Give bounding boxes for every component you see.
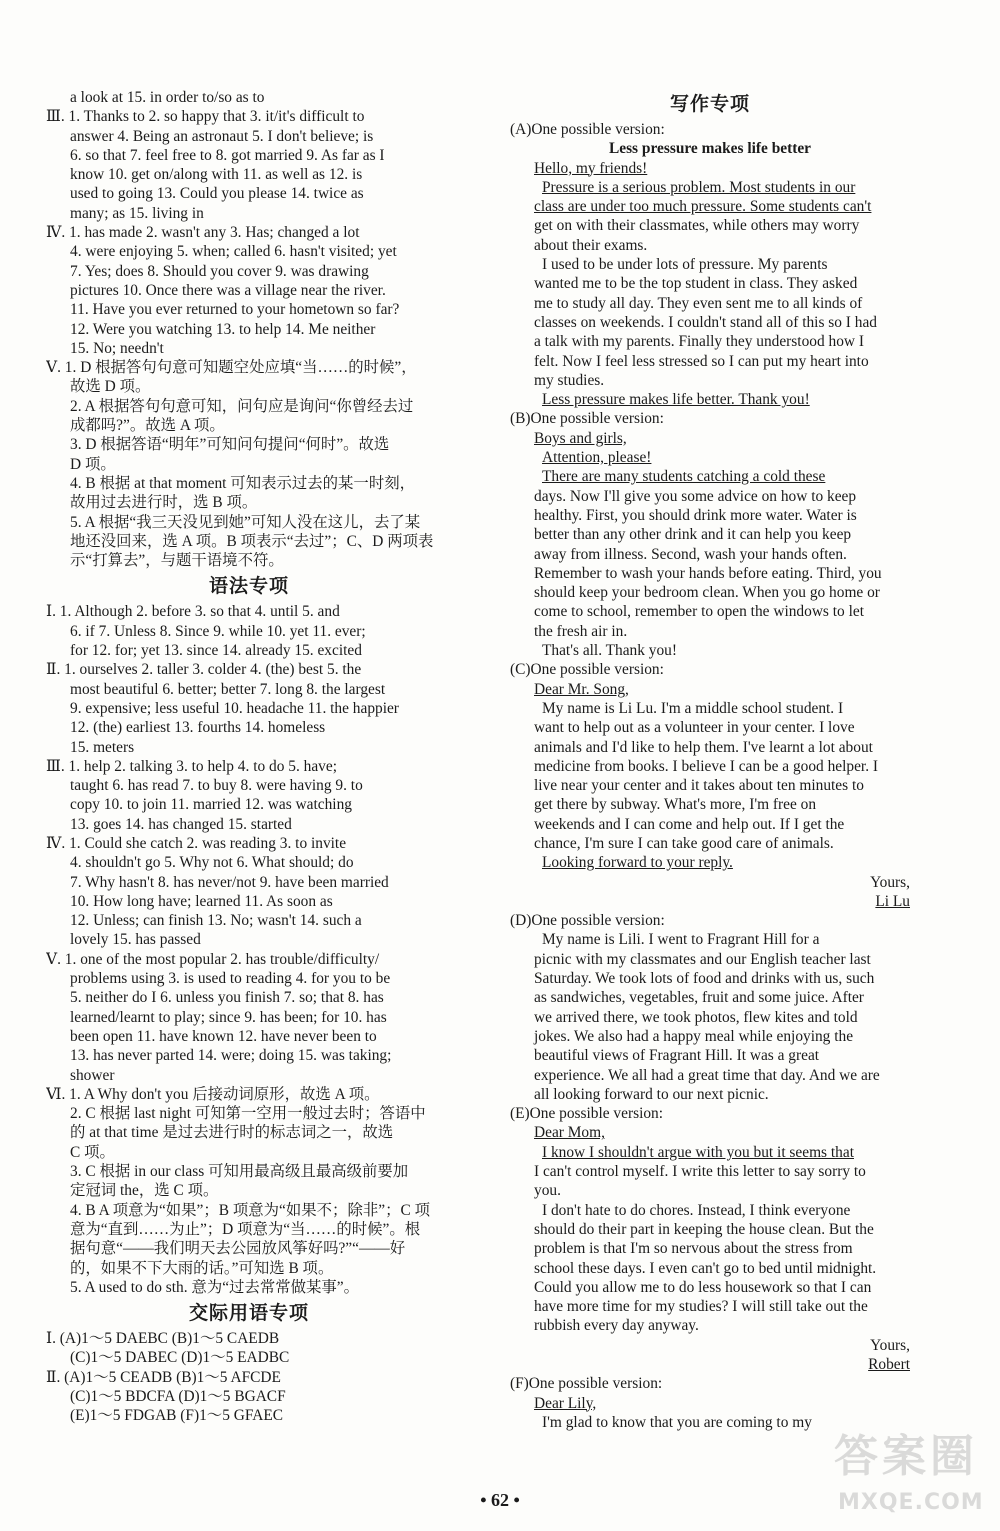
answer-line: 7. Why hasn't 8. has never/not 9. have been married (70, 873, 389, 891)
answer-line: 据句意“——我们明天去公园放风筝好吗?”“——好 (70, 1240, 406, 1258)
answer-line: lovely 15. has passed (70, 931, 201, 949)
watermark-url: MXQE.COM (838, 1490, 984, 1515)
essay-line: (F)One possible version: (510, 1375, 663, 1393)
essay-line: I can't control myself. I write this letter to say sorry to (534, 1163, 866, 1181)
answer-line: know 10. get on/along with 11. as well as 12. is (70, 166, 363, 184)
essay-line: want to help out as a volunteer in your center. I love (534, 719, 855, 737)
essay-line: chance, I'm sure I can take good care of animals. (534, 834, 834, 852)
answer-line: most beautiful 6. better; better 7. long 8. the largest (70, 680, 386, 698)
essay-line: beautiful views of Fragrant Hill. It was a great (534, 1047, 820, 1065)
answer-line: a look at 15. in order to/so as to (70, 89, 265, 106)
essay-line: experience. We all had a great time that day. And we are (534, 1066, 880, 1084)
essay-line: problem is that I'm so nervous about the stress from (534, 1240, 853, 1258)
essay-line: as sandwiches, vegetables, fruit and some juice. After (534, 989, 864, 1007)
answer-line: 4. B 根据 at that moment 可知表示过去的某一时刻， (70, 474, 415, 492)
answer-line: 定冠词 the，选 C 项。 (70, 1182, 219, 1200)
answer-line: 故选 D 项。 (70, 378, 151, 396)
answer-line: 11. Have you ever returned to your hometown so far? (70, 301, 400, 319)
watermark-logo (832, 1420, 992, 1526)
essay-line: felt. Now I feel less stressed so I can put my heart into (534, 352, 869, 370)
answer-line: 意为“直到……为止”；D 项意为“当……的时候”。根 (70, 1220, 421, 1238)
essay-line: classes on weekends. I couldn't stand all of this so I had (534, 313, 878, 331)
essay-line: (E)One possible version: (510, 1105, 664, 1123)
essay-line: my studies. (534, 371, 605, 389)
essay-line: Li Lu (875, 892, 910, 910)
left-column (46, 88, 452, 1426)
essay-line: Less pressure makes life better. Thank you! (542, 391, 810, 409)
essay-line: me to study all day. They even sent me to all kinds of (534, 294, 863, 312)
answer-line: 5. A used to do sth. 意为“过去常常做某事”。 (70, 1278, 359, 1296)
answer-line: 7. Yes; does 8. Should you cover 9. was drawing (70, 262, 369, 280)
essay-line: wanted me to be the top student in class. They asked (534, 275, 858, 293)
answer-line: 成都吗?”。故选 A 项。 (70, 417, 225, 435)
answer-line: 4. B A 项意为“如果”；B 项意为“如果不；除非”；C 项 (70, 1201, 430, 1219)
essay-line: I know I shouldn't argue with you but it seems that (542, 1143, 854, 1161)
answer-line: Ⅳ. 1. has made 2. wasn't any 3. Has; changed a lot (46, 224, 360, 242)
essay-line: (B)One possible version: (510, 410, 664, 428)
essay-line: healthy. First, you should drink more water. Water is (534, 506, 857, 524)
answer-line: been open 11. have known 12. have never been to (70, 1027, 377, 1045)
answer-line: shower (70, 1066, 115, 1084)
essay-line: a talk with my parents. Finally they understood how I (534, 333, 864, 351)
answer-line: Ⅴ. 1. one of the most popular 2. has trouble/difficulty/ (46, 950, 380, 968)
essay-line: I'm glad to know that you are coming to my (542, 1413, 812, 1431)
answer-line: for 12. for; yet 13. since 14. already 15. excited (70, 642, 362, 660)
essay-line: better than any other drink and it can help you keep (534, 526, 852, 544)
essay-line: the fresh air in. (534, 622, 628, 640)
essay-line: Remember to wash your hands before eating. Third, you (534, 564, 882, 582)
answer-line: 6. if 7. Unless 8. Since 9. while 10. yet 11. ever; (70, 622, 366, 640)
essay-line: have more time for my studies? I will still take out the (534, 1298, 868, 1316)
essay-line: class are under too much pressure. Some students can't (534, 198, 872, 216)
answer-line: 4. shouldn't go 5. Why not 6. What should; do (70, 854, 354, 872)
essay-line: we arrived there, we took photos, flew kites and told (534, 1008, 858, 1026)
answer-line: C 项。 (70, 1143, 115, 1161)
answer-line: answer 4. Being an astronaut 5. I don't believe; is (70, 127, 374, 145)
answer-line: 2. A 根据答句句意可知，问句应是询问“你曾经去过 (70, 397, 414, 415)
essay-line: get on with their classmates, while others may worry (534, 217, 860, 235)
essay-line: should keep your bedroom clean. When you go home or (534, 584, 880, 602)
answer-line: (E)1～5 FDGAB (F)1～5 GFAEC (70, 1407, 284, 1425)
answer-line: 5. A 根据“我三天没见到她”可知人没在这儿，去了某 (70, 513, 421, 531)
right-column (510, 88, 910, 1432)
essay-line: animals and I'd like to help them. I've learnt a lot about (534, 738, 873, 756)
answer-line: 4. were enjoying 5. when; called 6. hasn't visited; yet (70, 243, 397, 261)
essay-line: get there by subway. What's more, I'm free on (534, 796, 817, 814)
answer-line: 2. C 根据 last night 可知第一空用一般过去时；答语中 (70, 1105, 426, 1123)
answer-line: 13. goes 14. has changed 15. started (70, 815, 292, 833)
answer-line: 15. No; needn't (70, 339, 164, 357)
answer-line: Ⅰ. (A)1～5 DAEBC (B)1～5 CAEDB (46, 1330, 280, 1348)
answer-line: Ⅵ. 1. A Why don't you 后接动词原形，故选 A 项。 (46, 1085, 380, 1103)
essay-line: My name is Li Lu. I'm a middle school student. I (542, 699, 844, 717)
answer-line: 地还没回来，选 A 项。B 项表示“去过”；C、D 两项表 (70, 532, 434, 550)
essay-line: Hello, my friends! (534, 159, 648, 177)
watermark-text: 答案圈 (834, 1431, 978, 1482)
essay-line: Pressure is a serious problem. Most students in our (542, 178, 856, 196)
essay-line: (C)One possible version: (510, 661, 664, 679)
essay-line: medicine from books. I believe I can be a good helper. I (534, 757, 879, 775)
essay-line: I don't hate to do chores. Instead, I think everyone (542, 1201, 851, 1219)
answer-line: 12. Unless; can finish 13. No; wasn't 14. such a (70, 912, 362, 930)
essay-line: live near your center and it takes about ten minutes to (534, 777, 864, 795)
essay-line: Dear Mom, (534, 1124, 605, 1142)
answer-line: (C)1～5 BDCFA (D)1～5 BGACF (70, 1388, 286, 1405)
essay-line: jokes. We also had a happy meal while enjoying the (534, 1027, 854, 1045)
answer-line: (C)1～5 DABEC (D)1～5 EADBC (70, 1349, 290, 1367)
essay-line: (D)One possible version: (510, 912, 665, 930)
answer-line: 13. has never parted 14. were; doing 15. was taking; (70, 1047, 392, 1065)
answer-line: 的，如果不下大雨的话。”可知选 B 项。 (70, 1259, 334, 1277)
essay-line: you. (534, 1182, 561, 1200)
answer-line: 6. so that 7. feel free to 8. got married 9. As far as I (70, 146, 385, 164)
answer-line: many; as 15. living in (70, 204, 204, 222)
answer-line: Ⅴ. 1. D 根据答句句意可知题空处应填“当……的时候”， (46, 359, 417, 377)
answer-line: copy 10. to join 11. married 12. was watching (70, 796, 352, 814)
answer-line: problems using 3. is used to reading 4. for you to be (70, 970, 391, 988)
essay-line: rubbish every day anyway. (534, 1317, 699, 1335)
essay-line: Could you allow me to do less housework so that I can (534, 1278, 872, 1296)
answer-line: D 项。 (70, 455, 116, 473)
essay-line: all looking forward to our next picnic. (534, 1085, 769, 1103)
answer-line: 12. Were you watching 13. to help 14. Me neither (70, 320, 376, 338)
answer-line: 5. neither do I 6. unless you finish 7. so; that 8. has (70, 989, 384, 1007)
answer-line: 3. C 根据 in our class 可知用最高级且最高级前要加 (70, 1163, 409, 1181)
essay-line: Yours, (870, 1336, 910, 1354)
essay-line: school these days. I even can't go to bed until midnight. (534, 1259, 877, 1277)
answer-line: Ⅱ. (A)1～5 CEADB (B)1～5 AFCDE (46, 1368, 281, 1386)
essay-line: Yours, (870, 873, 910, 891)
essay-line: Dear Lily, (534, 1394, 597, 1412)
answer-line: 15. meters (70, 738, 135, 756)
essay-line: Boys and girls, (534, 429, 627, 447)
essay-line: about their exams. (534, 236, 648, 254)
answer-line: 12. (the) earliest 13. fourths 14. homeless (70, 719, 326, 737)
essay-line: (A)One possible version: (510, 121, 665, 138)
answer-line: taught 6. has read 7. to buy 8. were having 9. to (70, 777, 363, 795)
answer-line: Ⅱ. 1. ourselves 2. taller 3. colder 4. (the) best 5. the (46, 661, 362, 679)
answer-line: 故用过去进行时，选 B 项。 (70, 494, 258, 512)
essay-line: Dear Mr. Song, (534, 680, 629, 698)
section-title: 写作专项 (669, 93, 750, 115)
essay-line: come to school, remember to open the windows to let (534, 603, 864, 621)
answer-line: used to going 13. Could you please 14. twice as (70, 185, 364, 203)
answer-line: Ⅲ. 1. Thanks to 2. so happy that 3. it/it's difficult to (46, 108, 365, 126)
essay-line: I used to be under lots of pressure. My parents (542, 256, 828, 274)
answer-line: pictures 10. Once there was a village near the river. (70, 281, 386, 299)
section-title: 交际用语专项 (188, 1302, 309, 1325)
essay-line: away from illness. Second, wash your hands often. (534, 545, 847, 563)
essay-line: There are many students catching a cold these (542, 468, 826, 486)
page-number: • 62 • (480, 1490, 520, 1510)
essay-line: days. Now I'll give you some advice on how to keep (534, 487, 857, 505)
answer-line: 10. How long have; learned 11. As soon as (70, 892, 333, 910)
answer-line: 示“打算去”，与题干语境不符。 (70, 552, 284, 570)
essay-line: should do their part in keeping the house clean. But the (534, 1220, 874, 1238)
answer-line: Ⅰ. 1. Although 2. before 3. so that 4. until 5. and (46, 603, 340, 621)
essay-line: Attention, please! (542, 449, 652, 467)
answer-line: 3. D 根据答语“明年”可知问句提问“何时”。故选 (70, 436, 390, 454)
essay-line: Saturday. We took lots of food and drinks with us, such (534, 970, 875, 988)
essay-line: weekends and I can come and help out. If I get the (534, 815, 845, 833)
essay-line: My name is Lili. I went to Fragrant Hill for a (542, 931, 820, 949)
answer-line: 9. expensive; less useful 10. headache 11. the happier (70, 699, 399, 717)
essay-line: That's all. Thank you! (542, 642, 677, 660)
answer-line: Ⅳ. 1. Could she catch 2. was reading 3. to invite (46, 834, 347, 852)
essay-line: Looking forward to your reply. (542, 854, 733, 872)
answer-line: 的 at that time 是过去进行时的标志词之一，故选 (70, 1124, 394, 1142)
answer-line: learned/learnt to play; since 9. has been; for 10. has (70, 1008, 387, 1026)
section-title: 语法专项 (208, 575, 289, 598)
essay-line: picnic with my classmates and our English teacher last (534, 950, 871, 968)
essay-line: Less pressure makes life better (608, 140, 812, 158)
answer-line: Ⅲ. 1. help 2. talking 3. to help 4. to do 5. have; (46, 757, 337, 775)
essay-line: Robert (868, 1356, 910, 1373)
